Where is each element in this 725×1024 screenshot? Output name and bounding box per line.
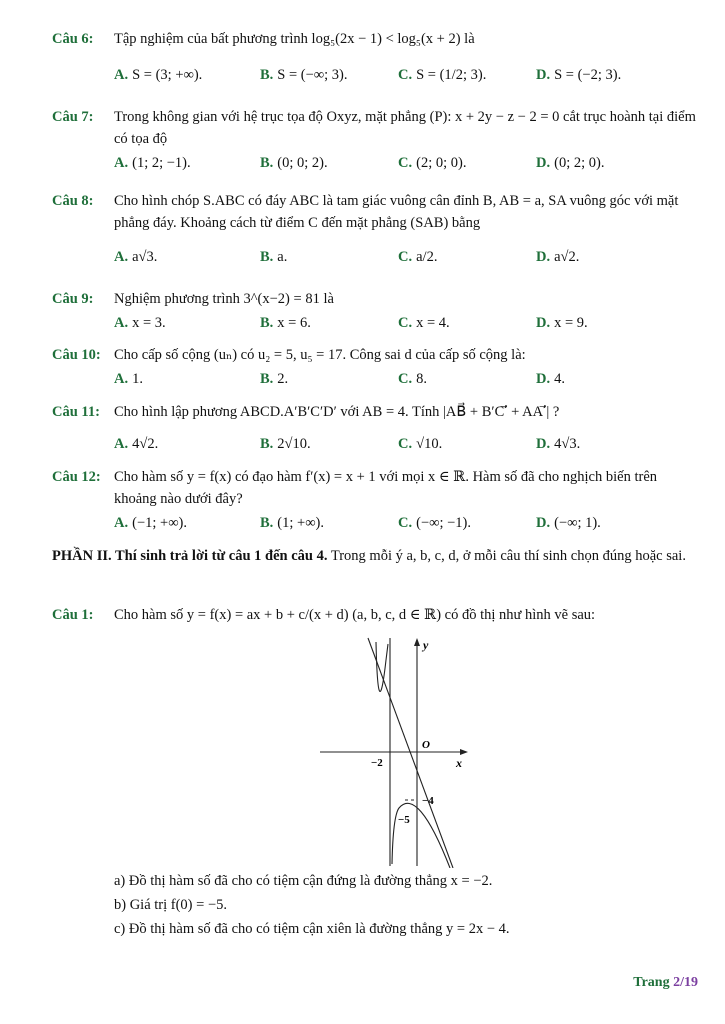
option-b[interactable]: B. x = 6.	[260, 315, 311, 331]
part2-question-1	[52, 604, 702, 626]
question-9	[52, 288, 702, 334]
part2-heading	[52, 544, 702, 568]
options-row	[114, 246, 702, 268]
curve-upper-branch	[376, 642, 388, 692]
origin-label: O	[422, 739, 430, 751]
option-c[interactable]: C. (−∞; −1).	[398, 515, 471, 531]
option-a[interactable]: A. a√3.	[114, 249, 158, 265]
option-b[interactable]: B. S = (−∞; 3).	[260, 67, 348, 83]
options-row	[114, 152, 702, 174]
option-a[interactable]: A. 1.	[114, 371, 143, 387]
option-a[interactable]: A. S = (3; +∞).	[114, 67, 203, 83]
option-b[interactable]: B. 2.	[260, 371, 289, 387]
option-b[interactable]: B. a.	[260, 249, 288, 265]
option-a[interactable]: A. 4√2.	[114, 436, 159, 452]
option-b[interactable]: B. 2√10.	[260, 436, 311, 452]
question-text: Cho hàm số y = f(x) = ax + b + c/(x + d) (a, b, c, d ∈ ℝ) có đồ thị như hình vẽ sau:	[114, 607, 596, 623]
options-row	[114, 368, 702, 390]
statement-b: b) Giá trị f(0) = −5.	[114, 897, 227, 913]
x-axis-label: x	[456, 756, 462, 770]
question-label: Câu 6:	[52, 31, 94, 47]
question-text: Tập nghiệm của bất phương trình log₅(2x − 1) < log₅(x + 2) là	[114, 31, 475, 47]
statement-a: a) Đồ thị hàm số đã cho có tiệm cận đứng là đường thẳng x = −2.	[114, 873, 493, 889]
option-c[interactable]: C. √10.	[398, 436, 443, 452]
question-label: Câu 7:	[52, 109, 94, 125]
option-d[interactable]: D. (0; 2; 0).	[536, 155, 605, 171]
options-row	[114, 512, 702, 534]
question-8	[52, 190, 702, 268]
option-a[interactable]: A. (1; 2; −1).	[114, 155, 191, 171]
option-b[interactable]: B. (1; +∞).	[260, 515, 324, 531]
question-12	[52, 466, 702, 534]
question-label: Câu 1:	[52, 607, 94, 623]
question-text: Trong không gian với hệ trục tọa độ Oxyz, mặt phẳng (P): x + 2y − z − 2 = 0 cắt trục hoành tại điểm có tọa độ	[114, 109, 696, 147]
question-text: Cho hình lập phương ABCD.A′B′C′D′ với AB = 4. Tính |AB⃗ + B′C′⃗ + AA′⃗| ?	[114, 404, 560, 420]
question-label: Câu 8:	[52, 193, 94, 209]
tick-label-minus5: −5	[398, 814, 410, 826]
y-axis-label: y	[423, 638, 429, 652]
option-a[interactable]: A. x = 3.	[114, 315, 166, 331]
option-d[interactable]: D. S = (−2; 3).	[536, 67, 622, 83]
function-graph	[310, 636, 470, 868]
tick-label-minus4: −4	[422, 795, 434, 807]
part2-title: PHẦN II. Thí sinh trả lời từ câu 1 đến câu 4.	[52, 548, 328, 564]
question-label: Câu 11:	[52, 404, 100, 420]
question-text: Cho hàm số y = f(x) có đạo hàm f′(x) = x + 1 với mọi x ∈ ℝ. Hàm số đã cho nghịch biến trên khoảng nào dưới đây?	[114, 469, 657, 507]
question-label: Câu 9:	[52, 291, 94, 307]
option-d[interactable]: D. 4.	[536, 371, 565, 387]
options-row	[114, 433, 702, 455]
page-footer	[633, 975, 698, 991]
option-c[interactable]: C. a/2.	[398, 249, 438, 265]
option-c[interactable]: C. 8.	[398, 371, 427, 387]
page-label: Trang	[633, 975, 674, 990]
question-text: Nghiệm phương trình 3^(x−2) = 81 là	[114, 291, 334, 307]
question-text: Cho cấp số cộng (uₙ) có u₂ = 5, u₅ = 17. Công sai d của cấp số cộng là:	[114, 347, 526, 363]
question-11	[52, 401, 702, 455]
question-7	[52, 106, 702, 174]
question-text: Cho hình chóp S.ABC có đáy ABC là tam giác vuông cân đỉnh B, AB = a, SA vuông góc với mặt phẳng đáy. Khoảng cách từ điểm C đến mặt phẳng (SAB) bằng	[114, 193, 679, 231]
option-c[interactable]: C. x = 4.	[398, 315, 450, 331]
option-c[interactable]: C. S = (1/2; 3).	[398, 67, 487, 83]
question-label: Câu 10:	[52, 347, 101, 363]
option-b[interactable]: B. (0; 0; 2).	[260, 155, 328, 171]
option-d[interactable]: D. 4√3.	[536, 436, 581, 452]
option-c[interactable]: C. (2; 0; 0).	[398, 155, 467, 171]
page-number: 2/19	[673, 975, 698, 990]
x-axis-arrow	[460, 749, 468, 755]
part2-instruction: Trong mỗi ý a, b, c, d, ở mỗi câu thí sinh chọn đúng hoặc sai.	[327, 548, 686, 564]
statement-c: c) Đồ thị hàm số đã cho có tiệm cận xiên là đường thẳng y = 2x − 4.	[114, 921, 510, 937]
question-label: Câu 12:	[52, 469, 101, 485]
option-d[interactable]: D. (−∞; 1).	[536, 515, 601, 531]
options-row	[114, 64, 702, 86]
option-d[interactable]: D. x = 9.	[536, 315, 588, 331]
y-axis-arrow	[414, 638, 420, 646]
oblique-asymptote	[368, 638, 453, 868]
question-6	[52, 28, 702, 86]
option-a[interactable]: A. (−1; +∞).	[114, 515, 187, 531]
options-row	[114, 312, 702, 334]
question-10	[52, 344, 702, 390]
tick-label-minus2: −2	[371, 757, 383, 769]
option-d[interactable]: D. a√2.	[536, 249, 580, 265]
